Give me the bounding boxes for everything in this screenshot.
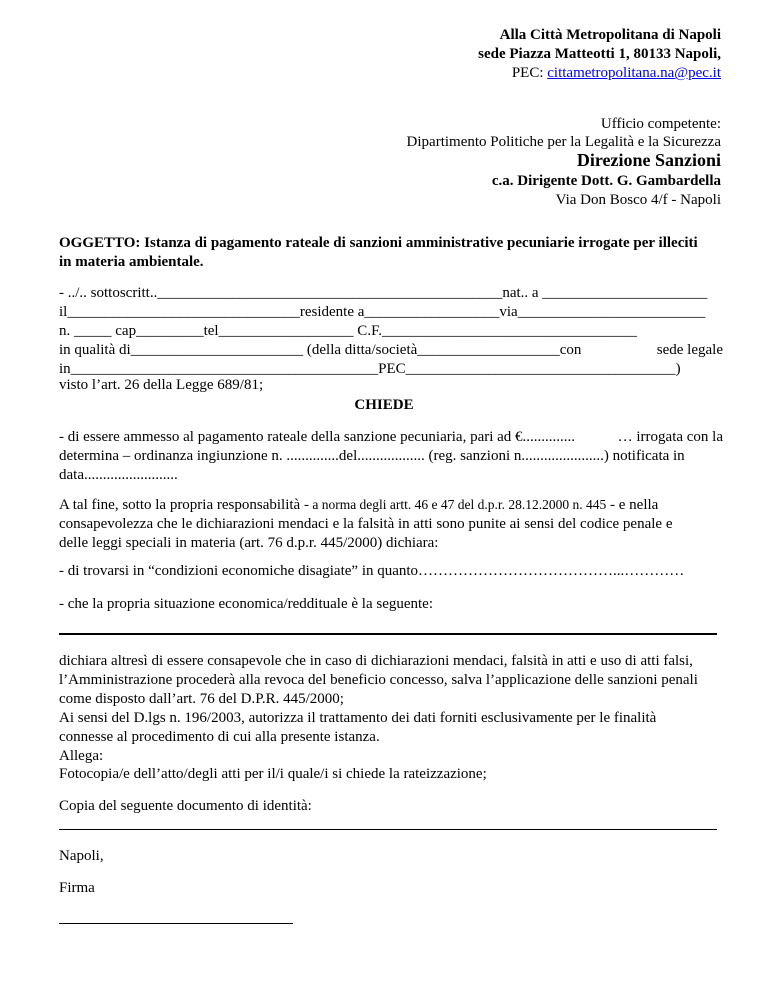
declaration-block [59,495,723,553]
awareness-line4: Ai sensi del D.lgs n. 196/2003, autorizza il trattamento dei dati forniti esclusivamente per le finalità [59,710,657,726]
office-address: Via Don Bosco 4/f - Napoli [555,192,721,208]
awareness-line3: come disposto dall’art. 76 del D.P.R. 445/2000; [59,691,344,707]
personal-data-fields [59,284,723,379]
office-department: Dipartimento Politiche per la Legalità e la Sicurezza [406,134,721,150]
attachment-item-1: Fotocopia/e dell’atto/degli atti per il/i quale/i si chiede la rateizzazione; [59,766,487,782]
economic-statement: - che la propria situazione economica/reddituale è la seguente: [59,596,433,612]
legal-reference: visto l’art. 26 della Legge 689/81; [59,377,264,393]
field-line-pec: in_________________________________________PEC____________________________________) [59,361,681,377]
field-line-contacts: n. _____ cap_________tel__________________ C.F.__________________________________ [59,323,637,339]
field-line-residence: il_______________________________residente a__________________via_________________________ [59,304,706,320]
identity-document-line [59,829,717,830]
declaration-line3: delle leggi speciali in materia (art. 76 d.p.r. 445/2000) dichiara: [59,535,439,551]
awareness-line5: connesse al procedimento di cui alla presente istanza. [59,729,380,745]
pec-label: PEC: [511,65,548,81]
request-line1-right: … irrogata con la [617,429,723,445]
declaration-line1 [59,495,723,515]
awareness-block [59,652,723,747]
request-line2: determina – ordinanza ingiunzione n. ..............del.................. (reg. sanzioni n......................) notificata in [59,448,685,464]
place: Napoli, [59,848,104,864]
declaration-line1-b: a norma degli artt. 46 e 47 del d.p.r. 28.12.2000 n. 445 [308,497,607,512]
field-line-company [59,341,723,360]
awareness-line2: l’Amministrazione procederà alla revoca del beneficio concesso, salva l’applicazione delle sanzioni penali [59,672,698,688]
recipient-line2: sede Piazza Matteotti 1, 80133 Napoli, [478,46,721,62]
field-company-right: sede legale [656,342,723,358]
declaration-line1-a: A tal fine, sotto la propria responsabilità - [59,497,309,513]
subject [59,234,723,272]
declaration-line1-c: - e nella [606,497,659,513]
recipient-pec [512,65,721,82]
field-company-left: in qualità di_______________________ (della ditta/società___________________con [59,342,582,358]
chiede-heading: CHIEDE [354,397,414,413]
office-attention: c.a. Dirigente Dott. G. Gambardella [491,173,721,189]
attachments-label: Allega: [59,748,104,764]
office-direction: Direzione Sanzioni [576,150,721,170]
awareness-line1: dichiara altresì di essere consapevole che in caso di dichiarazioni mendaci, falsità in atti e uso di atti falsi, [59,653,693,669]
recipient-line1: Alla Città Metropolitana di Napoli [499,27,721,43]
condition-statement: - di trovarsi in “condizioni economiche disagiate” in quanto…………………………………...………… [59,563,685,579]
field-line-name: - ../.. sottoscritt..______________________________________________nat.. a ______________________ [59,285,708,301]
pec-email-link[interactable]: cittametropolitana.na@pec.it [547,65,721,81]
attachment-item-2: Copia del seguente documento di identità: [59,798,312,814]
request-line1-left: - di essere ammesso al pagamento rateale della sanzione pecuniaria, pari ad €.............. [59,429,576,445]
request-line1 [59,428,723,447]
subject-line2: in materia ambientale. [59,254,204,270]
office-label: Ufficio competente: [600,116,721,132]
request-block [59,428,723,485]
signature-label: Firma [59,880,95,896]
economic-answer-line [59,633,717,635]
signature-line [59,923,293,924]
declaration-line2: consapevolezza che le dichiarazioni mendaci e la falsità in atti sono punite ai sensi del codice penale e [59,516,673,532]
subject-line1: OGGETTO: Istanza di pagamento rateale di sanzioni amministrative pecuniarie irrogate per illeciti [59,235,698,251]
request-line3: data......................... [59,467,178,483]
